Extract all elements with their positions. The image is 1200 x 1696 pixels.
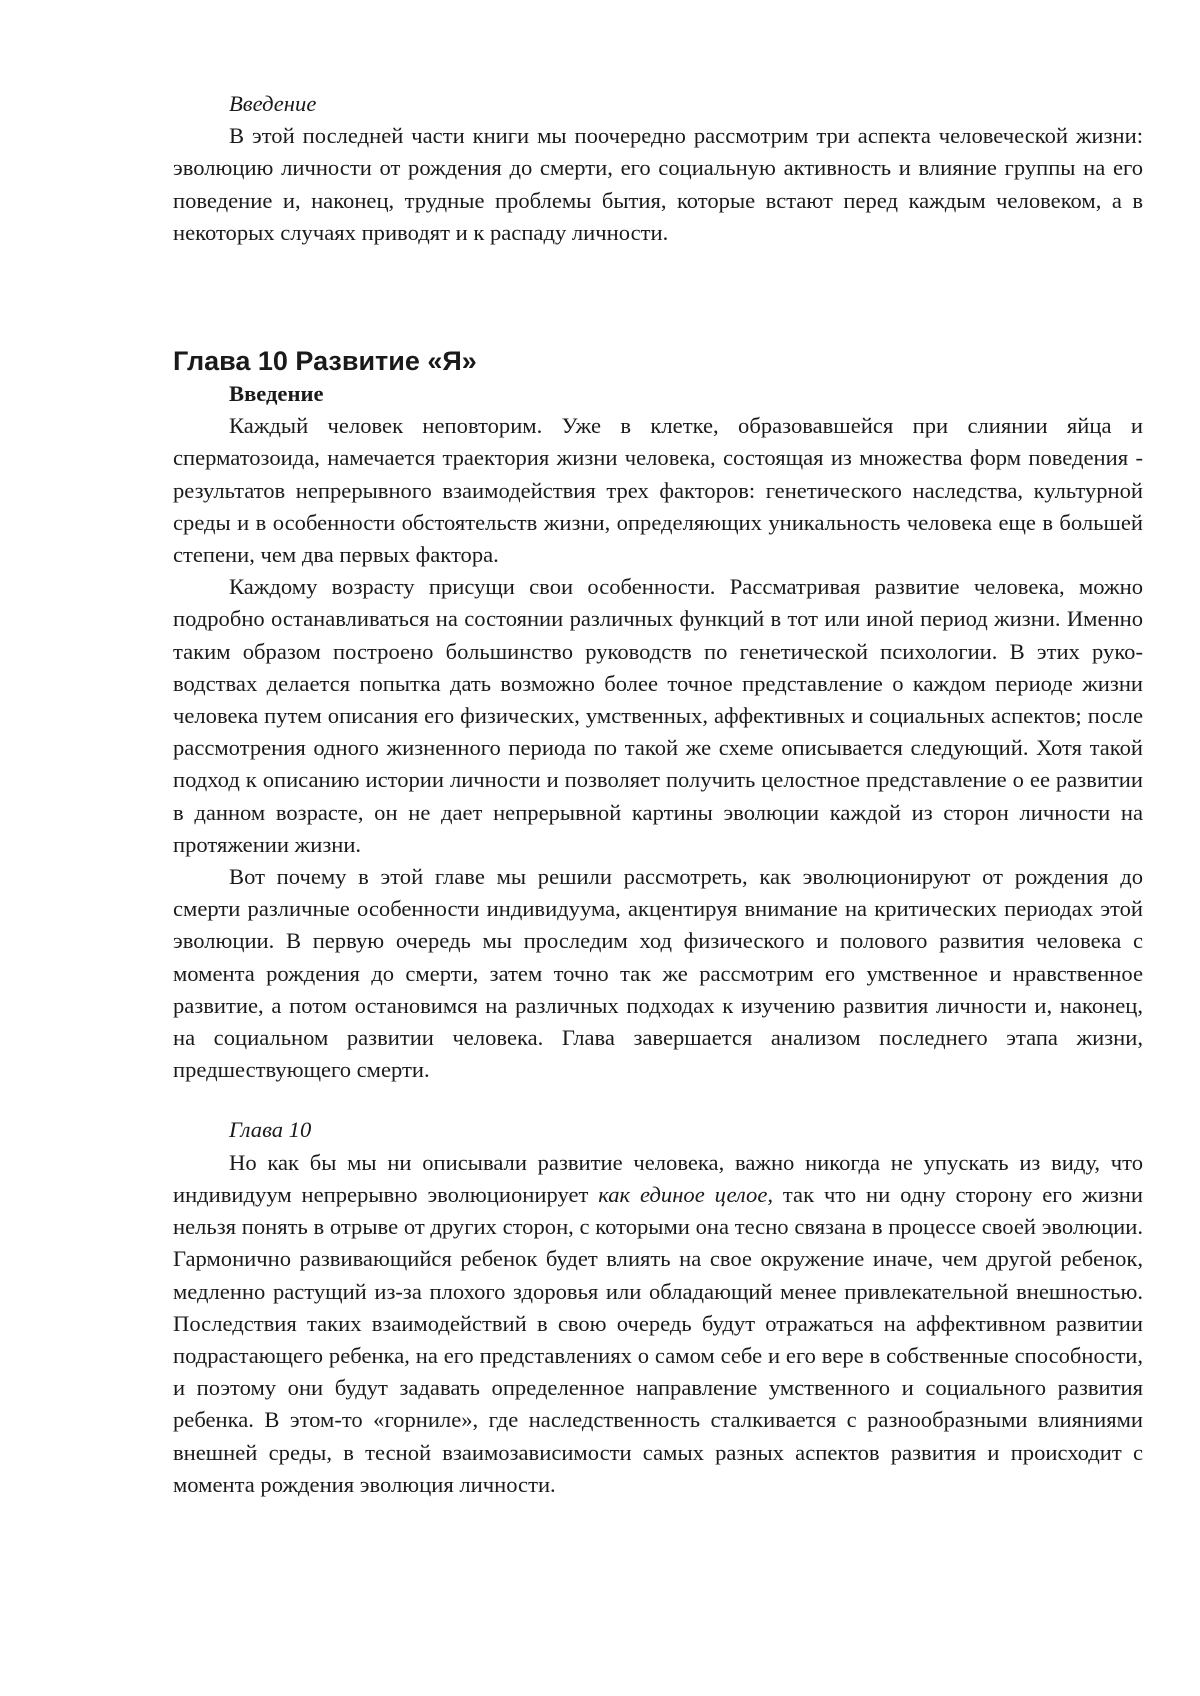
chapter-paragraph-1: Каждый человек неповторим. Уже в клетке, образовавшейся при слиянии яйца и сперматозоида, намечается траектория жизни человека, состоящая из множества форм поведения - результатов непрерывного взаимодействия трех факторов: генетического наследства, культурной среды и в особенности обстоятельств жизни, определяющих уникальность человека еще в большей степени, чем два первых фактора. (173, 413, 1143, 568)
document-page (173, 88, 1143, 1501)
paragraph-text-part: так что ни одну сторону его жизни нельзя понять в отрыве от других сторон, с которыми она тесно связана в процессе своей эволюции. Гармонично развивающийся ребенок будет влиять на свое окружение иначе, чем другой ребенок, медленно растущий из-за плохого здоровья или обладающий менее привлекательной внешностью. Последствия таких взаимодействий в свою очередь будут отражаться на аффективном развитии подрастающего ребенка, на его представлениях о самом себе и его вере в собственные способности, и поэтому они будут задавать определенное направление умственного и социального развития ребенка. В этом-то «горниле», где наследственность сталкивается с разнообразными влияниями внешней среды, в тесной взаимозависимости самых разных аспектов развития и происходит с момента рождения эволюция личности. (173, 1181, 1143, 1497)
spacer (173, 1086, 1143, 1114)
paragraph-text-part: Но как бы мы ни описывали развитие человека, важно никогда не упускать из виду, что индивидуум непрерывно эволюционирует (173, 1149, 1143, 1207)
intro-section-label: Введение (229, 91, 317, 116)
chapter-title: Глава 10 Развитие «Я» (173, 346, 477, 377)
running-chapter-label: Глава 10 (229, 1117, 312, 1143)
chapter-paragraph-4 (173, 1147, 1143, 1501)
spacer (173, 249, 1143, 344)
emphasis-text: как единое целое, (598, 1181, 774, 1207)
intro-paragraph: В этой последней части книги мы поочередно рассмотрим три аспекта человеческой жизни: эволюцию личности от рождения до смерти, его социальную активность и влияние группы на его поведение и, наконец, трудные проблемы бытия, которые встают перед каждым человеком, а в некоторых случаях приводят и к распаду личности. (173, 123, 1143, 245)
chapter-section-label: Введение (229, 381, 324, 407)
chapter-paragraph-2: Каждому возрасту присущи свои особенности. Рассматривая развитие человека, можно подробно останавливаться на состоянии различных функций в тот или иной период жизни. Именно таким образом построено большинство руководств по генетической психологии. В этих руководствах делается попытка дать возможно более точное представление о каждом периоде жизни человека путем описания его физических, умственных, аффективных и социальных аспектов; после рассмотрения одного жизненного периода по такой же схеме описывается следующий. Хотя такой подход к описанию истории личности и позволяет получить целостное представление о ее развитии в данном возрасте, он не дает непрерывной картины эволюции каждой из сторон личности на протяжении жизни. (173, 574, 1143, 857)
chapter-paragraph-3: Вот почему в этой главе мы решили рассмотреть, как эволюционируют от рождения до смерти различные особенности индивидуума, акцентируя внимание на критических периодах этой эволюции. В первую очередь мы проследим ход физического и полового развития человека с момента рождения до смерти, затем точно так же рассмотрим его умственное и нравственное развитие, а потом остановимся на различных подходах к изучению развития личности и, наконец, на социальном развитии человека. Глава завершается анализом последнего этапа жизни, предшествующего смерти. (173, 864, 1143, 1083)
